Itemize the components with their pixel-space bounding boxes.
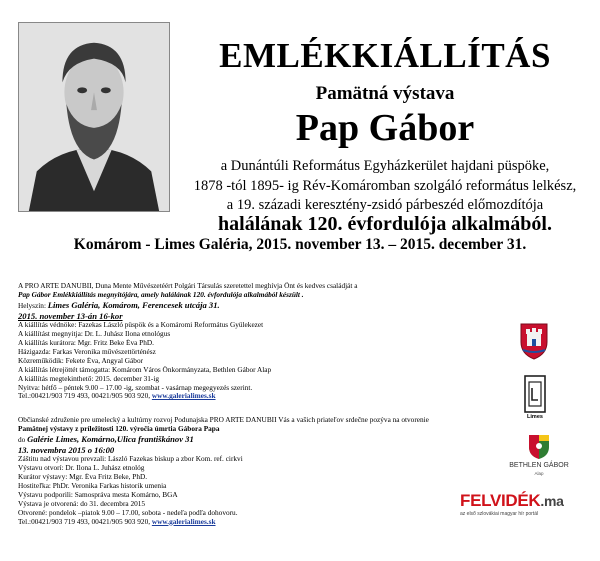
sk-line-contact: [18, 518, 498, 527]
anniversary-line: halálának 120. évfordulója alkalmából.: [218, 213, 552, 235]
limes-gallery-logo-icon: [522, 374, 548, 414]
hu-line-date: 2015. november 13-án 16-kor: [18, 310, 123, 321]
hu-line-venue: [18, 300, 498, 311]
slovak-invitation: [18, 416, 498, 526]
portrait-image: [18, 22, 170, 212]
felvidek-ma: .ma: [540, 493, 564, 509]
felvidek-tagline: az első szlovákiai magyar hír portál: [460, 511, 539, 517]
felvidek-main: FELVIDÉK: [460, 491, 541, 510]
sk-website-link[interactable]: www.galerialimes.sk: [151, 517, 216, 526]
hu-line: Házigazda: Farkas Veronika művészettörténész: [18, 347, 156, 356]
sk-line: Výstava je otvorená: do 31. decembra 2015: [18, 499, 146, 508]
description-line-3: a 19. századi keresztény-zsidó párbeszéd előmozdítója: [226, 197, 544, 213]
sk-line: Výstavu otvorí: Dr. Ilona L. Juhász etnológ: [18, 464, 145, 473]
exhibition-subtitle: Pamätná výstava: [315, 83, 455, 104]
sk-line-date: 13. novembra 2015 o 16:00: [18, 444, 115, 455]
exhibition-title: EMLÉKKIÁLLÍTÁS: [219, 36, 551, 75]
hu-line: A kiállítás kurátora: Mgr. Fritz Beke Éva PhD.: [18, 339, 154, 348]
sk-line-venue: [18, 434, 498, 445]
bethlen-gabor-sublabel: Alap: [534, 471, 544, 476]
sk-venue-value: Galérie Limes, Komárno,Ulica františkánov 31: [27, 433, 194, 444]
hu-phone: Tel.:00421/903 719 493, 00421/905 903 920,: [18, 392, 151, 401]
sk-line: Výstavu podporili: Samospráva mesta Komárno, BGA: [18, 490, 178, 499]
coat-of-arms-icon: [519, 320, 549, 360]
felvidek-logo: [460, 491, 590, 511]
bethlen-gabor-logo-icon: [527, 432, 551, 460]
hu-line-contact: [18, 392, 498, 401]
sk-line: Hostiteľka: PhDr. Veronika Farkas historik umenia: [18, 481, 167, 490]
hu-line: A kiállítás létrejöttét támogatta: Komárom Város Önkormányzata, Bethlen Gábor Alap: [18, 365, 272, 374]
sk-line: Pamätnej výstavy z príležitosti 120. výročia úmrtia Gábora Papa: [18, 424, 220, 433]
hu-line: A kiállítás megtekinthető: 2015. december 31-ig: [18, 374, 160, 383]
bethlen-gabor-label: BETHLEN GÁBOR: [509, 462, 569, 469]
description-line-2: 1878 -tól 1895- ig Rév-Komáromban szolgáló református lelkész,: [193, 178, 577, 194]
sk-line: Kurátor výstavy: Mgr. Éva Fritz Beke, PhD.: [18, 473, 148, 482]
description-line-1: a Dunántúli Református Egyházkerület hajdani püspöke,: [220, 158, 550, 174]
sk-line: Otvorené: pondelok –piatok 9.00 – 17.00, sobota - nedeľa podľa dohovoru.: [18, 508, 238, 517]
sk-line: Občianské združenie pre umelecký a kultúrny rozvoj Podunajska PRO ARTE DANUBII Vás a vašich priateľov srdečne pozýva na otvorenie: [18, 416, 429, 424]
sk-venue-label: do: [18, 434, 26, 444]
hu-venue-value: Limes Galéria, Komárom, Ferencesek utcája 31.: [47, 299, 220, 310]
hu-website-link[interactable]: www.galerialimes.sk: [151, 392, 216, 401]
hu-line: A kiállítás védnöke: Fazekas László püspök és a Komáromi Református Gyülekezet: [18, 321, 264, 330]
hu-line: Pap Gábor Emlékkiállítás megnyitójára, amely halálának 120. évfordulója alkalmából készült .: [18, 290, 304, 299]
sk-line: Záštitu nad výstavou prevzali: László Fazekas biskup a zbor Kom. ref. cirkvi: [18, 455, 243, 464]
hu-line: A kiállítást megnyitja: Dr. L. Juhász Ilona etnológus: [18, 330, 171, 339]
venue-dates: Komárom - Limes Galéria, 2015. november 13. – 2015. december 31.: [73, 236, 527, 253]
hu-line: Nyitva: hétfő – péntek 9.00 – 17.00 -ig, szombat - vasárnap megegyezés szerint.: [18, 383, 253, 392]
hungarian-invitation: [18, 282, 498, 401]
hu-line: Közreműködik: Fekete Éva, Angyal Gábor: [18, 356, 144, 365]
honoree-name: Pap Gábor: [295, 107, 475, 149]
sk-phone: Tel.:00421/903 719 493, 00421/905 903 920,: [18, 517, 151, 526]
limes-label: Limes: [527, 414, 543, 420]
hu-line: A PRO ARTE DANUBII, Duna Mente Művészetéért Polgári Társulás szeretettel meghívja Önt és kedves családját a: [18, 282, 358, 290]
hu-venue-label: Helyszín:: [18, 300, 46, 310]
